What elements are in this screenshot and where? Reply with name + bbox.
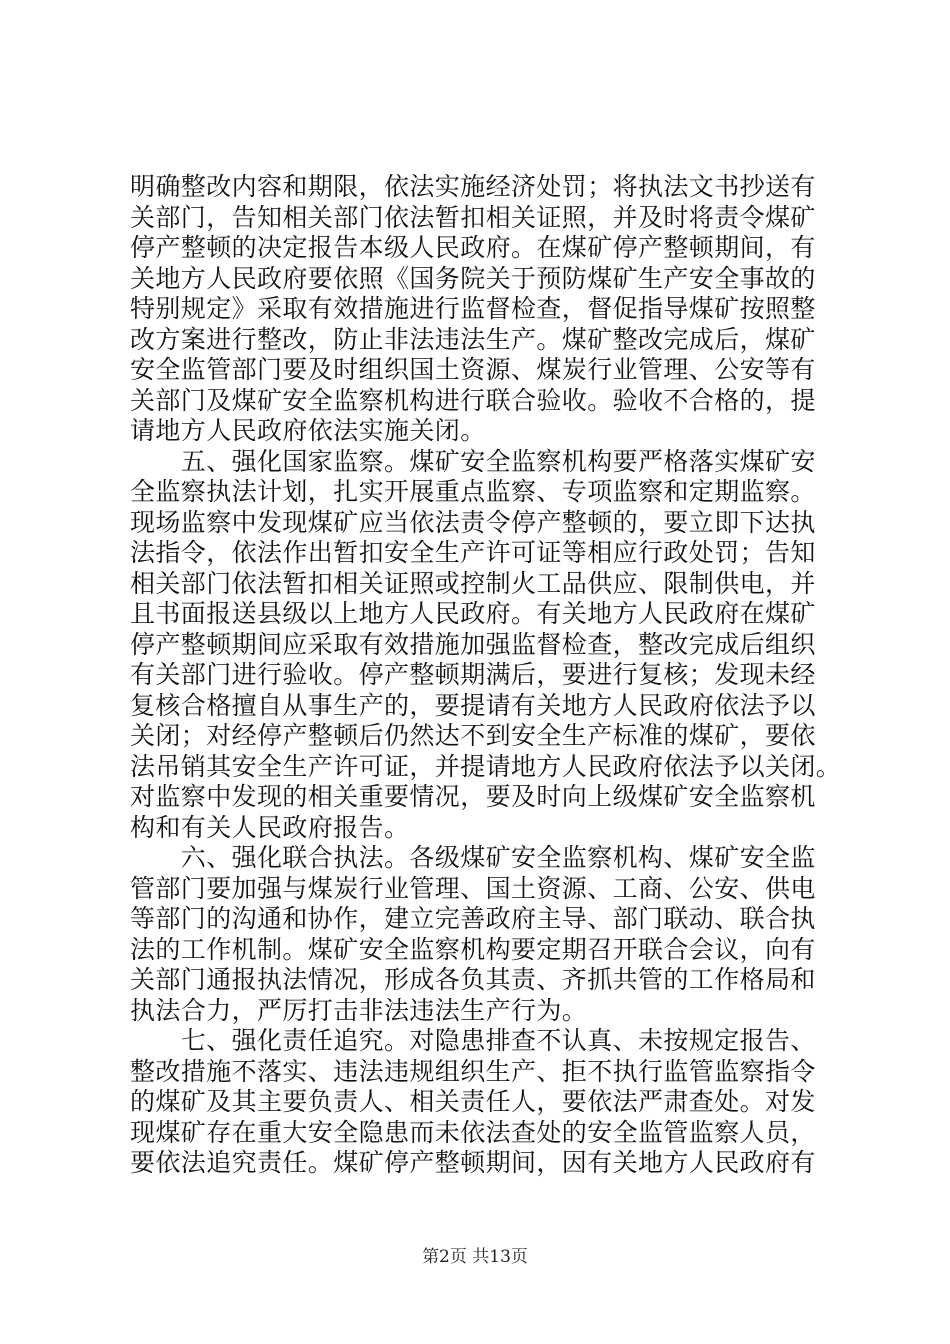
text-line: 特别规定》采取有效措施进行监督检查，督促指导煤矿按照整 <box>130 294 816 323</box>
text-line: 法吊销其安全生产许可证，并提请地方人民政府依法予以关闭。 <box>130 751 842 781</box>
text-line: 现场监察中发现煤矿应当依法责令停产整顿的，要立即下达执 <box>130 507 816 537</box>
document-body <box>130 172 840 1179</box>
text-line: 执法合力，严厉打击非法违法生产行为。 <box>130 995 588 1025</box>
text-line: 整改措施不落实、违法违规组织生产、拒不执行监管监察指令 <box>130 1056 816 1086</box>
text-line: 关部门通报执法情况，形成各负其责、齐抓共管的工作格局和 <box>130 965 816 994</box>
text-line: 停产整顿的决定报告本级人民政府。在煤矿停产整顿期间，有 <box>130 233 816 262</box>
text-line: 关地方人民政府要依照《国务院关于预防煤矿生产安全事故的 <box>130 263 816 293</box>
text-line: 六、强化联合执法。各级煤矿安全监察机构、煤矿安全监 <box>130 843 816 872</box>
text-line: 要依法追究责任。煤矿停产整顿期间，因有关地方人民政府有 <box>130 1148 816 1177</box>
text-line: 七、强化责任追究。对隐患排查不认真、未按规定报告、 <box>130 1026 816 1055</box>
text-line: 相关部门依法暂扣相关证照或控制火工品供应、限制供电，并 <box>130 568 816 598</box>
text-line: 五、强化国家监察。煤矿安全监察机构要严格落实煤矿安 <box>130 446 816 476</box>
text-line: 且书面报送县级以上地方人民政府。有关地方人民政府在煤矿 <box>130 599 816 628</box>
text-line: 停产整顿期间应采取有效措施加强监督检查，整改完成后组织 <box>130 629 816 659</box>
text-line: 等部门的沟通和协作，建立完善政府主导、部门联动、联合执 <box>130 904 816 933</box>
text-line: 现煤矿存在重大安全隐患而未依法查处的安全监管监察人员， <box>130 1117 816 1147</box>
text-line: 安全监管部门要及时组织国土资源、煤炭行业管理、公安等有 <box>130 355 816 384</box>
text-line: 关闭；对经停产整顿后仍然达不到安全生产标准的煤矿，要依 <box>130 721 816 750</box>
text-line: 构和有关人民政府报告。 <box>130 812 410 842</box>
text-line: 请地方人民政府依法实施关闭。 <box>130 416 486 445</box>
text-line: 对监察中发现的相关重要情况，要及时向上级煤矿安全监察机 <box>130 782 816 811</box>
text-line: 法指令，依法作出暂扣安全生产许可证等相应行政处罚；告知 <box>130 538 816 567</box>
text-line: 明确整改内容和期限，依法实施经济处罚；将执法文书抄送有 <box>130 172 816 201</box>
text-line: 有关部门进行验收。停产整顿期满后，要进行复核；发现未经 <box>130 660 816 689</box>
text-line: 复核合格擅自从事生产的，要提请有关地方人民政府依法予以 <box>130 690 816 720</box>
text-line: 法的工作机制。煤矿安全监察机构要定期召开联合会议，向有 <box>130 934 816 964</box>
text-line: 关部门，告知相关部门依法暂扣相关证照，并及时将责令煤矿 <box>130 202 816 232</box>
page-footer: 第2页 共13页 <box>422 1247 528 1267</box>
text-line: 管部门要加强与煤炭行业管理、国土资源、工商、公安、供电 <box>130 873 816 903</box>
text-line: 关部门及煤矿安全监察机构进行联合验收。验收不合格的，提 <box>130 385 816 415</box>
text-line: 的煤矿及其主要负责人、相关责任人，要依法严肃查处。对发 <box>130 1087 816 1116</box>
text-line: 改方案进行整改，防止非法违法生产。煤矿整改完成后，煤矿 <box>130 324 816 354</box>
text-line: 全监察执法计划，扎实开展重点监察、专项监察和定期监察。 <box>130 477 816 506</box>
